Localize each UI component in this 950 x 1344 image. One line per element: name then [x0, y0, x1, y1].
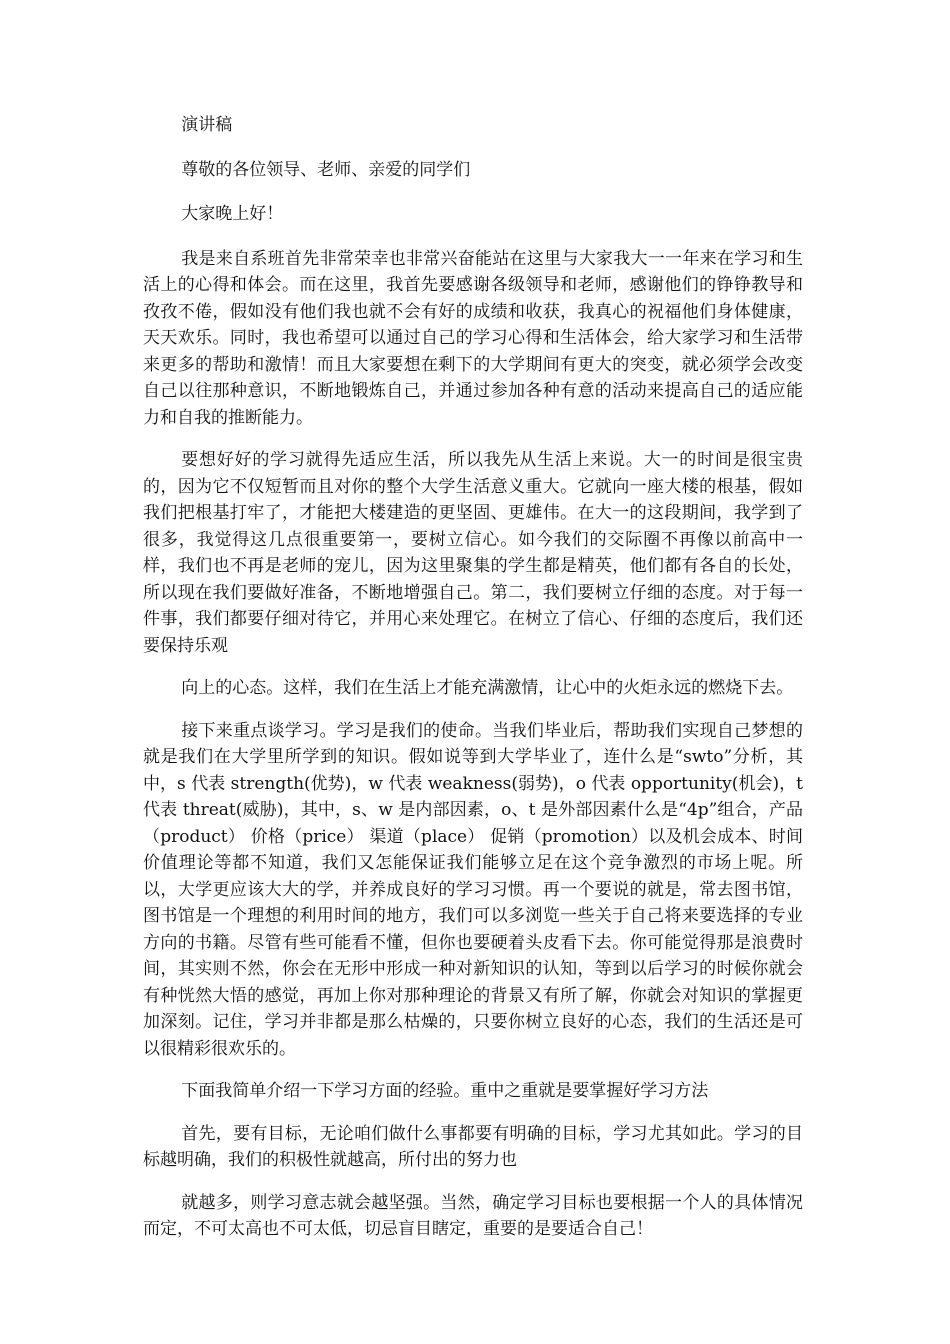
document-title: 演讲稿 [181, 115, 233, 135]
paragraph-study-methods: 下面我简单介绍一下学习方面的经验。重中之重就是要掌握好学习方法 [181, 1081, 709, 1101]
salutation-line: 尊敬的各位领导、老师、亲爱的同学们 [181, 159, 471, 180]
document-page [143, 112, 803, 1259]
greeting-line: 大家晚上好！ [181, 204, 284, 224]
paragraph-goals-continued: 就越多，则学习意志就会越坚强。当然，确定学习目标也要根据一个人的具体情况而定，不可太高也不可太低，切忌盲目瞎定，重要的是要适合自己！ [143, 1192, 803, 1239]
paragraph-introduction: 我是来自系班首先非常荣幸也非常兴奋能站在这里与大家我大一一年来在学习和生活上的心得和体会。而在这里，我首先要感谢各级领导和老师，感谢他们的铮铮教导和孜孜不倦，假如没有他们我也就不会有好的成绩和收获，我真心的祝福他们身体健康，天天欢乐。同时，我也希望可以通过自己的学习心得和生活体会，给大家学习和生活带来更多的帮助和激情！而且大家要想在剩下的大学期间有更大的突变，就必须学会改变自己以往那种意识，不断地锻炼自己，并通过参加各种有意的活动来提高自己的适应能力和自我的推断能力。 [143, 248, 803, 428]
paragraph-life-continued: 向上的心态。这样，我们在生活上才能充满激情，让心中的火炬永远的燃烧下去。 [181, 678, 794, 698]
paragraph-study: 接下来重点谈学习。学习是我们的使命。当我们毕业后，帮助我们实现自己梦想的就是我们在大学里所学到的知识。假如说等到大学毕业了，连什么是“swto”分析，其中，s 代表 strength(优势)，w 代表 weakness(弱势)，o 代表 opportunity(机会)，t 代表 threat(威胁)，其中，s、w 是内部因素，o、t 是外部因素什么是“4p”组合，产品（product） 价格（price） 渠道（place） 促销（promotion）以及机会成本、时间价值理论等都不知道，我们又怎能保证我们能够立足在这个竞争激烈的市场上呢。所以，大学更应该大大的学，并养成良好的学习习惯。再一个要说的就是，常去图书馆，图书馆是一个理想的利用时间的地方，我们可以多浏览一些关于自己将来要选择的专业方向的书籍。尽管有些可能看不懂，但你也要硬着头皮看下去。你可能觉得那是浪费时间，其实则不然，你会在无形中形成一种对新知识的认知，等到以后学习的时候你就会有种恍然大悟的感觉，再加上你对那种理论的背景又有所了解，你就会对知识的掌握更加深刻。记住，学习并非都是那么枯燥的，只要你树立良好的心态，我们的生活还是可以很精彩很欢乐的。 [143, 720, 803, 1059]
paragraph-life: 要想好好的学习就得先适应生活，所以我先从生活上来说。大一的时间是很宝贵的，因为它不仅短暂而且对你的整个大学生活意义重大。它就向一座大楼的根基，假如我们把根基打牢了，才能把大楼建造的更坚固、更雄伟。在大一的这段期间，我学到了很多，我觉得这几点很重要第一，要树立信心。如今我们的交际圈不再像以前高中一样，我们也不再是老师的宠儿，因为这里聚集的学生都是精英，他们都有各自的长处，所以现在我们要做好准备，不断地增强自己。第二，我们要树立仔细的态度。对于每一件事，我们都要仔细对待它，并用心来处理它。在树立了信心、仔细的态度后，我们还要保持乐观 [143, 450, 803, 656]
paragraph-goals: 首先，要有目标，无论咱们做什么事都要有明确的目标，学习尤其如此。学习的目标越明确，我们的积极性就越高，所付出的努力也 [143, 1123, 803, 1170]
